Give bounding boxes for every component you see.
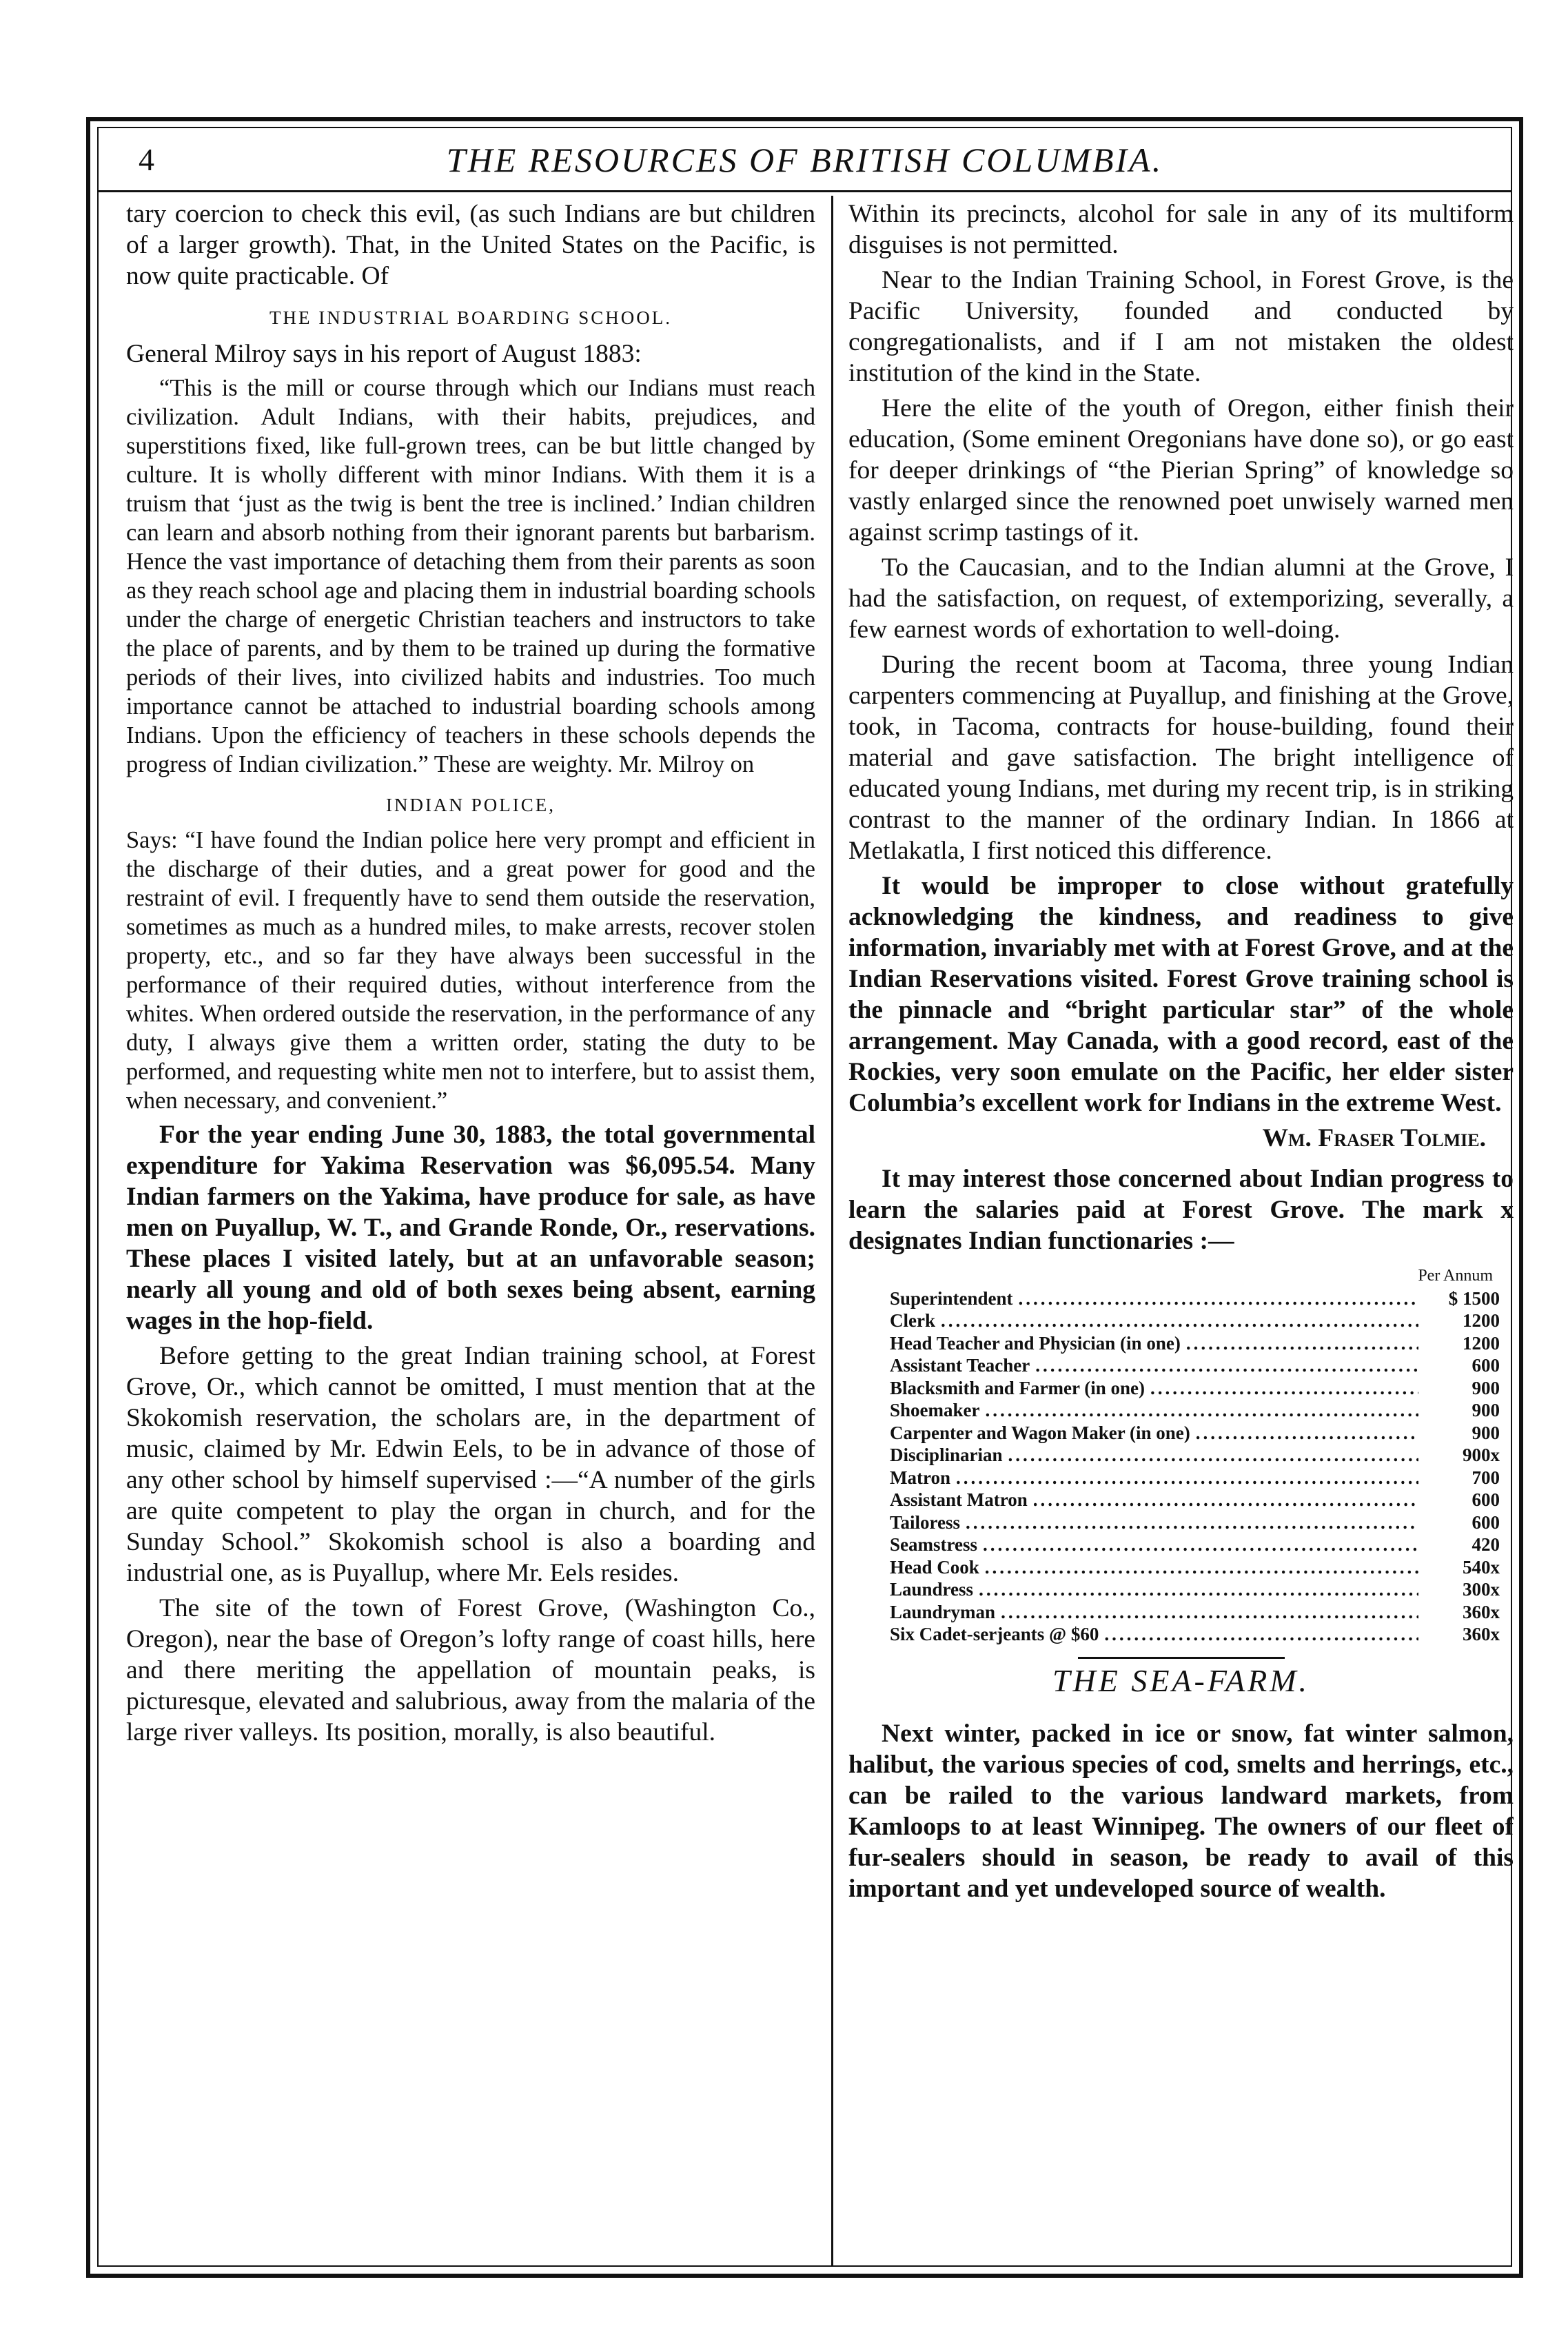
leader-dots (941, 1309, 1418, 1332)
page-number: 4 (139, 142, 154, 177)
page-frame (86, 117, 1523, 2278)
salary-title: Carpenter and Wagon Maker (in one) (890, 1422, 1190, 1443)
section-title-sea-farm: THE SEA-FARM. (1052, 1662, 1310, 1698)
header-rule (97, 190, 1512, 192)
paragraph: The site of the town of Forest Grove, (Washington Co., Oregon), near the base of Oregon’s lofty range of coast hills, here and there meriting the appellation of mountain peaks, is picturesque, elevated and salubrious, away from the malaria of the large river valleys. Its position, morally, is also beautiful. (126, 1594, 815, 1746)
quoted-report: “This is the mill or course through which our Indians must reach civilization. Adult Indians, with their habits, prejudices, and superstitions fixed, like full-grown trees, can be but little changed by culture. It is wholly different with minor Indians. With them it is a truism that ‘just as the twig is bent the tree is inclined.’ Indian children can learn and absorb nothing from their ignorant parents but barbarism. Hence the vast importance of detaching them from their parents as soon as they reach school age and placing them in industrial boarding schools under the charge of energetic Christian teachers and instructors to take the place of parents, and by them to be trained up during the formative periods of their lives, into civilized habits and industries. Too much importance cannot be attached to industrial boarding schools among Indians. Upon the efficiency of teachers in these schools depends the progress of Indian civilization.” These are weighty. Mr. Milroy on (126, 375, 815, 777)
salary-amount: $ 1500 (1448, 1287, 1500, 1309)
salary-title: Clerk (890, 1310, 935, 1331)
salary-title: Assistant Teacher (890, 1355, 1030, 1376)
salary-title: Blacksmith and Farmer (in one) (890, 1377, 1145, 1398)
paragraph: Here the elite of the youth of Oregon, either finish their education, (Some eminent Oregonians have done so), or go east for deeper drinkings of “the Pierian Spring” of knowledge so vastly enlarged since the renowned poet unwisely warned men against scrimp tastings of it. (848, 394, 1514, 547)
page-header (97, 135, 1512, 185)
paragraph: General Milroy says in his report of August 1883: (126, 340, 642, 368)
section-heading-school: THE INDUSTRIAL BOARDING SCHOOL. (269, 307, 672, 328)
salary-amount: 600 (1472, 1355, 1500, 1376)
salary-row (890, 1332, 1500, 1355)
salary-title: Seamstress (890, 1534, 977, 1555)
paragraph: tary coercion to check this evil, (as such Indians are but children of a larger growth). That, in the United States on the Pacific, is now quite practicable. Of (126, 200, 815, 290)
leader-dots (1035, 1354, 1418, 1377)
salary-row (890, 1377, 1500, 1400)
leader-dots (1150, 1377, 1418, 1400)
column-divider (831, 196, 833, 2265)
salary-amount: 600 (1472, 1489, 1500, 1510)
salary-amount: 1200 (1463, 1332, 1500, 1354)
leader-dots (1008, 1444, 1418, 1467)
salary-table (890, 1265, 1500, 1646)
salary-amount: 900 (1472, 1422, 1500, 1443)
salary-caption: Per Annum (1418, 1267, 1493, 1285)
paragraph: During the recent boom at Tacoma, three young Indian carpenters commencing at Puyallup, and finishing at the Grove, took, in Tacoma, contracts for house-building, found their material and gave satisfaction. The bright intelligence of educated young Indians, met during my recent trip, is in striking contrast to the manner of the ordinary Indian. In 1866 at Metlakatla, I first noticed this difference. (848, 651, 1514, 865)
paragraph: Near to the Indian Training School, in Forest Grove, is the Pacific University, founded and conducted by congregationalists, and if I am not mistaken the oldest institution of the kind in the State. (848, 266, 1514, 387)
section-heading-police: INDIAN POLICE, (386, 795, 556, 815)
salary-title: Head Cook (890, 1556, 979, 1578)
salary-row (890, 1467, 1500, 1489)
salary-amount: 900x (1463, 1445, 1500, 1465)
salary-title: Assistant Matron (890, 1489, 1028, 1510)
salary-row (890, 1422, 1500, 1445)
leader-dots (979, 1578, 1418, 1601)
leader-dots (986, 1399, 1419, 1422)
section-rule (1078, 1657, 1285, 1659)
salary-title: Shoemaker (890, 1400, 980, 1420)
salary-title: Laundress (890, 1579, 974, 1600)
leader-dots (1196, 1422, 1418, 1445)
paragraph: Within its precincts, alcohol for sale in any of its multiform disguises is not permitted. (848, 200, 1514, 259)
salary-row (890, 1556, 1500, 1579)
salary-amount: 360x (1463, 1601, 1500, 1622)
salary-rows (890, 1287, 1500, 1646)
salary-amount: 600 (1472, 1511, 1500, 1533)
right-column (848, 198, 1514, 2260)
paragraph: For the year ending June 30, 1883, the total governmental expenditure for Yakima Reservation was $6,095.54. Many Indian farmers on the Yakima, have produce for sale, as have men on Puyallup, W. T., and Grande Ronde, Or., reservations. These places I visited lately, but at an unfavorable season; nearly all young and old of both sexes being absent, earning wages in the hop-field. (126, 1121, 815, 1335)
salary-amount: 1200 (1463, 1310, 1500, 1331)
quoted-report: Says: “I have found the Indian police here very prompt and efficient in the discharge of their duties, and a great power for good and the restraint of evil. I frequently have to send them outside the reservation, sometimes as much as a hundred miles, to make arrests, recover stolen property, etc., and so far they have always been successful in the performance of their required duties, without interference from the whites. When ordered outside the reservation, in the performance of any duty, I always give them a written order, stating the duty to be performed, and requesting white men not to interfere, but to assist them, when necessary, and convenient.” (126, 827, 815, 1114)
salary-row (890, 1601, 1500, 1624)
paragraph: Before getting to the great Indian training school, at Forest Grove, Or., which cannot be omitted, I must mention that at the Skokomish reservation, the scholars are, in the department of music, claimed by Mr. Edwin Eels, to be in advance of those of any other school by himself supervised :—“A number of the girls are quite competent to play the organ in church, and for the Sunday School.” Skokomish school is also a boarding and industrial one, as is Puyallup, where Mr. Eels resides. (126, 1342, 815, 1587)
leader-dots (1001, 1601, 1418, 1624)
salary-amount: 540x (1463, 1556, 1500, 1578)
leader-dots (1033, 1489, 1418, 1511)
salary-title: Superintendent (890, 1287, 1013, 1309)
salary-title: Disciplinarian (890, 1445, 1003, 1465)
leader-dots (1019, 1287, 1418, 1310)
salary-amount: 900 (1472, 1377, 1500, 1398)
paragraph: It would be improper to close without gratefully acknowledging the kindness, and readiness to give information, invariably met with at Forest Grove, and at the Indian Reservations visited. Forest Grove training school is the pinnacle and “bright particular star” of the whole arrangement. May Canada, with a good record, east of the Rockies, very soon emulate on the Pacific, her elder sister Columbia’s excellent work for Indians in the extreme West. (848, 872, 1514, 1117)
author-signature: Wm. Fraser Tolmie. (1262, 1124, 1486, 1152)
salary-amount: 360x (1463, 1624, 1500, 1644)
salary-amount: 900 (1472, 1400, 1500, 1420)
paragraph: It may interest those concerned about Indian progress to learn the salaries paid at Forest Grove. The mark x designates Indian functionaries :— (848, 1165, 1514, 1255)
salary-amount: 420 (1472, 1534, 1500, 1555)
paragraph: To the Caucasian, and to the Indian alumni at the Grove, I had the satisfaction, on request, of extemporizing, severally, a few earnest words of exhortation to well-doing. (848, 553, 1514, 644)
salary-amount: 700 (1472, 1467, 1500, 1488)
left-column (126, 198, 815, 2260)
salary-title: Six Cadet-serjeants @ $60 (890, 1624, 1099, 1644)
salary-row (890, 1354, 1500, 1377)
salary-row (890, 1287, 1500, 1310)
salary-title: Laundryman (890, 1601, 996, 1622)
paragraph: Next winter, packed in ice or snow, fat winter salmon, halibut, the various species of cod, smelts and herrings, etc., can be railed to the various landward markets, from Kamloops to at least Winnipeg. The owners of our fleet of fur-sealers should in season, be ready to avail of this important and yet undeveloped source of wealth. (848, 1719, 1514, 1903)
salary-row (890, 1533, 1500, 1556)
salary-row (890, 1489, 1500, 1511)
salary-row (890, 1511, 1500, 1534)
salary-title: Head Teacher and Physician (in one) (890, 1332, 1181, 1354)
leader-dots (985, 1556, 1418, 1579)
leader-dots (956, 1467, 1418, 1489)
leader-dots (1186, 1332, 1418, 1355)
salary-title: Tailoress (890, 1511, 961, 1533)
salary-row (890, 1309, 1500, 1332)
salary-row (890, 1399, 1500, 1422)
running-title: THE RESOURCES OF BRITISH COLUMBIA. (446, 141, 1163, 179)
leader-dots (983, 1533, 1418, 1556)
salary-row (890, 1444, 1500, 1467)
leader-dots (966, 1511, 1418, 1534)
leader-dots (1104, 1623, 1418, 1646)
salary-amount: 300x (1463, 1579, 1500, 1600)
salary-row (890, 1623, 1500, 1646)
salary-title: Matron (890, 1467, 950, 1488)
salary-row (890, 1578, 1500, 1601)
